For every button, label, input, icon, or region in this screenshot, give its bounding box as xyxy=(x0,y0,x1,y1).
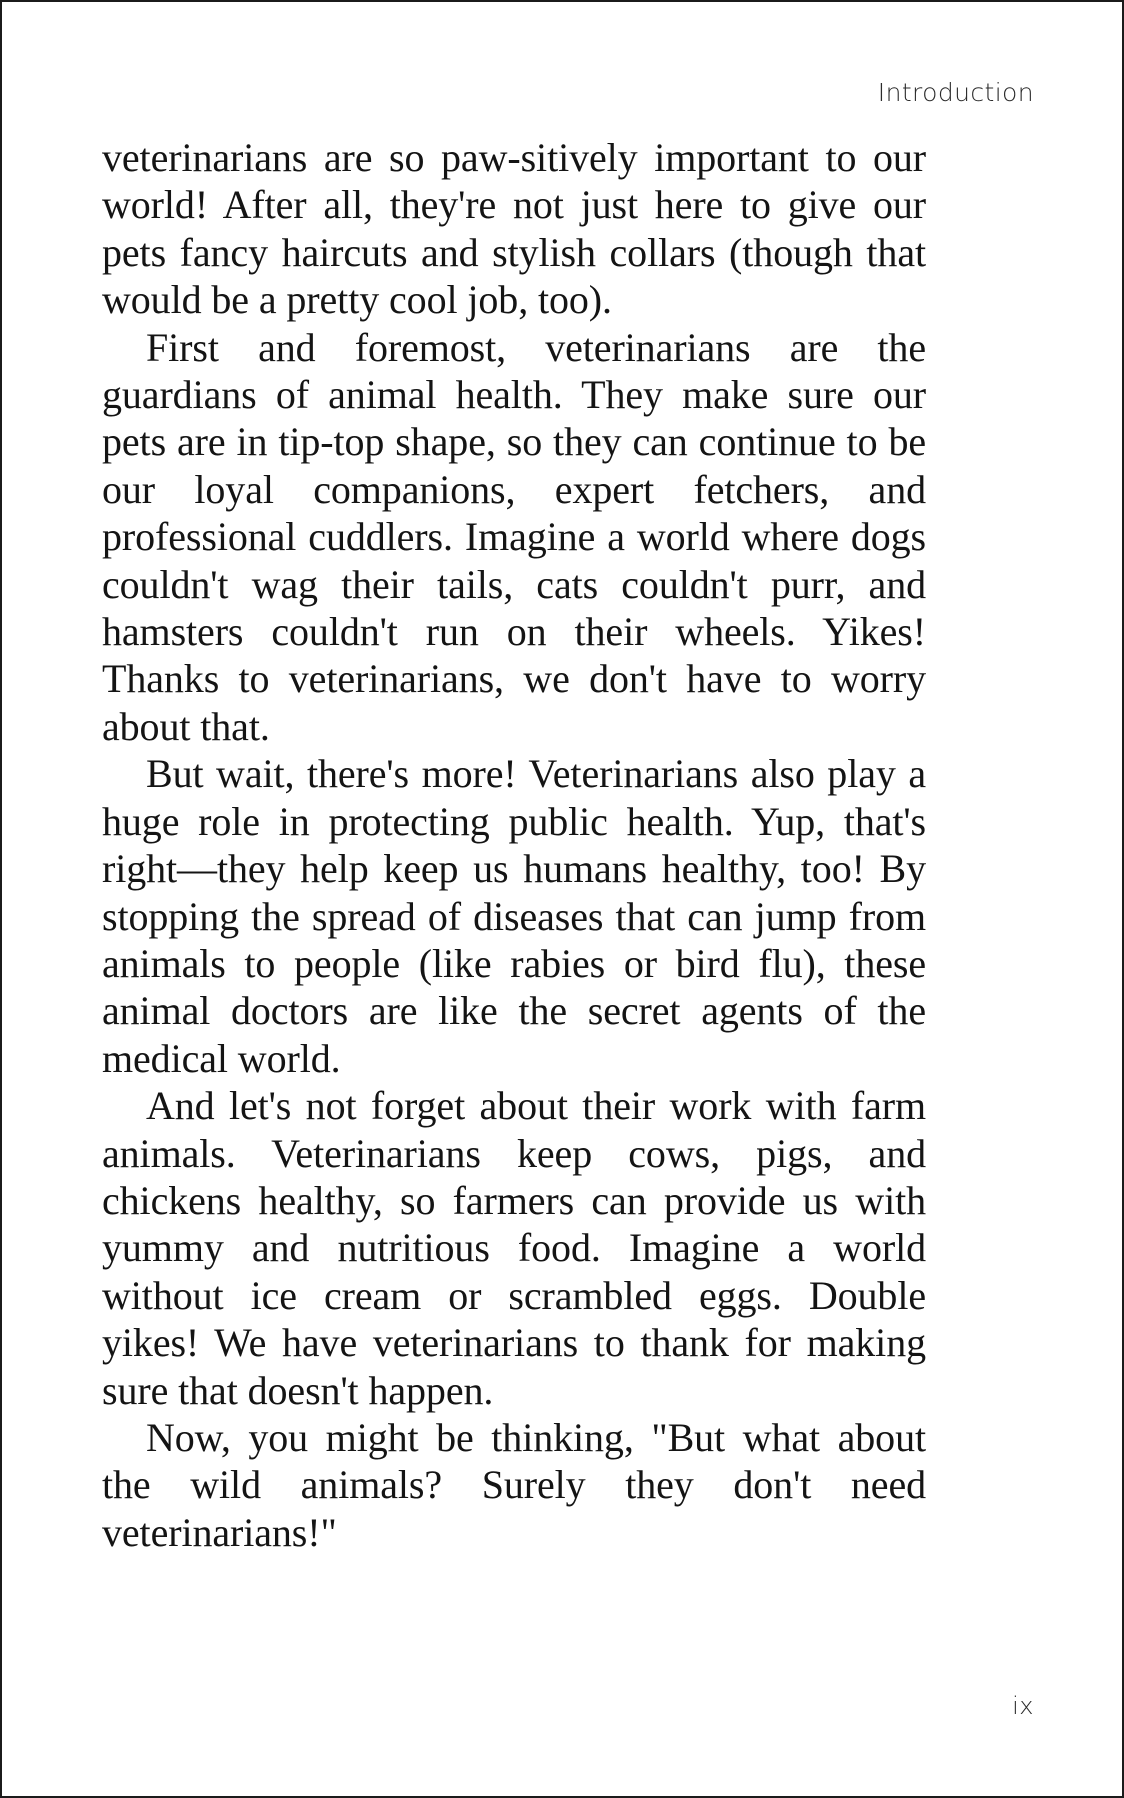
paragraph-wild-animals: Now, you might be thinking, "But what about the wild animals? Surely they don't need veterinarians!" xyxy=(102,1414,926,1555)
running-header: Introduction xyxy=(877,78,1034,107)
paragraph-public-health: But wait, there's more! Veterinarians also play a huge role in protecting public health. Yup, that's right—they help keep us humans healthy, too! By stopping the spread of diseases that can jump from animals to people (like rabies or bird flu), these animal doctors are like the secret agents of the medical world. xyxy=(102,751,926,1081)
page-content-area xyxy=(2,2,1122,1796)
paragraph-guardians: First and foremost, veterinarians are the guardians of animal health. They make sure our pets are in tip-top shape, so they can continue to be our loyal companions, expert fetchers, and professional cuddlers. Imagine a world where dogs couldn't wag their tails, cats couldn't purr, and hamsters couldn't run on their wheels. Yikes! Thanks to veterinarians, we don't have to worry about that. xyxy=(102,324,926,749)
paragraph-farm-animals: And let's not forget about their work with farm animals. Veterinarians keep cows, pigs, and chickens healthy, so farmers can provide us with yummy and nutritious food. Imagine a world without ice cream or scrambled eggs. Double yikes! We have veterinarians to thank for making sure that doesn't happen. xyxy=(102,1083,926,1413)
page-number: ix xyxy=(1012,1692,1034,1720)
paragraph-continued: veterinarians are so paw-sitively important to our world! After all, they're not just here to give our pets fancy haircuts and stylish collars (though that would be a pretty cool job, too). xyxy=(102,135,926,323)
body-text-block xyxy=(102,134,926,1556)
